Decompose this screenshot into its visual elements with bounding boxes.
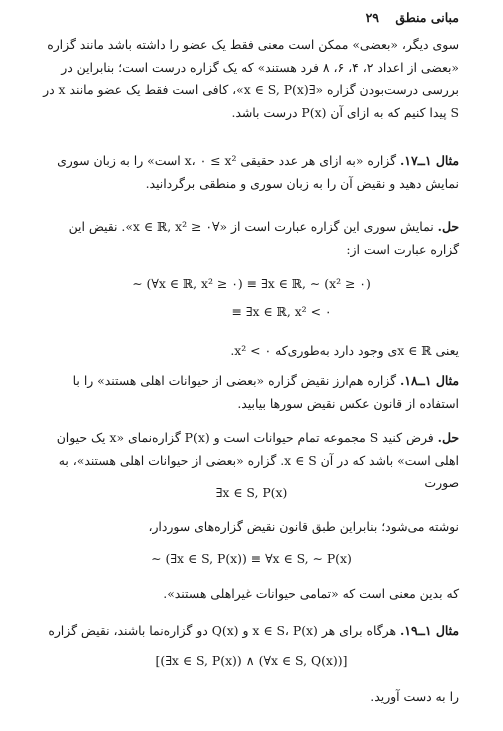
solution-18-label: حل. — [437, 430, 459, 445]
example-18 — [43, 370, 459, 415]
equation-4: ∼ (∃x ∈ S, P(x)) ≡ ∀x ∈ S, ∼ P(x) — [151, 551, 352, 566]
example-19 — [43, 620, 459, 643]
page-number: ۲۹ — [365, 10, 379, 25]
example-18-text: گزاره هم‌ارز نقیض گزاره «بعضی از حیوانات اهلی هستند» را با استفاده از قانون عکس نقیض سورها بیابید. — [72, 373, 459, 411]
equation-1: ∼ (∀x ∈ ℝ, x² ≥ ۰) ≡ ∃x ∈ ℝ, ∼ (x² ≥ ۰) — [132, 276, 371, 291]
equation-3: ∃x ∈ S, P(x) — [215, 485, 288, 500]
solution-17-text: نمایش سوری این گزاره عبارت است از «∀x ∈ ℝ, x² ≥ ۰». نقیض این گزاره عبارت است از: — [68, 219, 459, 257]
paragraph-final: را به دست آورید. — [370, 689, 459, 704]
solution-17 — [43, 216, 459, 261]
page-header — [44, 10, 459, 30]
running-title: مبانی منطق — [395, 10, 459, 25]
paragraph-meaning-2: که بدین معنی است که «تمامی حیوانات غیراهلی هستند». — [163, 586, 459, 601]
solution-18-text: فرض کنید S مجموعه تمام حیوانات است و P(x) گزاره‌نمای «x یک حیوان اهلی است» باشد که در آن x ∈ S. گزاره «بعضی از حیوانات اهلی هستند»، به صورت — [56, 430, 459, 491]
equation-5: [(∃x ∈ S, P(x)) ∧ (∀x ∈ S, Q(x))] — [155, 653, 348, 668]
example-17-label: مثال ۱ــ۱۷. — [399, 153, 459, 168]
example-18-label: مثال ۱ــ۱۸. — [399, 373, 459, 388]
paragraph-written: نوشته می‌شود؛ بنابراین طبق قانون نقیض گزاره‌های سوردار، — [148, 519, 459, 534]
example-17-text: گزاره «به ازای هر عدد حقیقی x، ۰ ≤ x² است» را به زبان سوری نمایش دهید و نقیض آن را به زبان سوری و منطقی برگردانید. — [57, 153, 459, 191]
example-19-text: هرگاه برای هر x ∈ S، P(x) و Q(x) دو گزاره‌نما باشند، نقیض گزاره — [48, 623, 400, 638]
paragraph-intro: سوی دیگر، «بعضی» ممکن است معنی فقط یک عضو را داشته باشد مانند گزاره «بعضی از اعداد ۲، ۴، ۶، ۸ فرد هستند» که یک گزاره درست است؛ بنابراین در بررسی درست‌بودن گزاره «∃x ∈ S, P(x)»، کافی است فقط یک عضو مانند x در S پیدا کنیم که به ازای آن P(x) درست باشد. — [43, 37, 459, 120]
paragraph-meaning: یعنی x ∈ ℝ‌ی وجود دارد به‌طوری‌که x² < ۰. — [230, 343, 459, 358]
equation-2: ≡ ∃x ∈ ℝ, x² < ۰ — [231, 304, 332, 319]
example-19-label: مثال ۱ــ۱۹. — [399, 623, 459, 638]
example-17 — [43, 150, 459, 195]
solution-17-label: حل. — [437, 219, 459, 234]
